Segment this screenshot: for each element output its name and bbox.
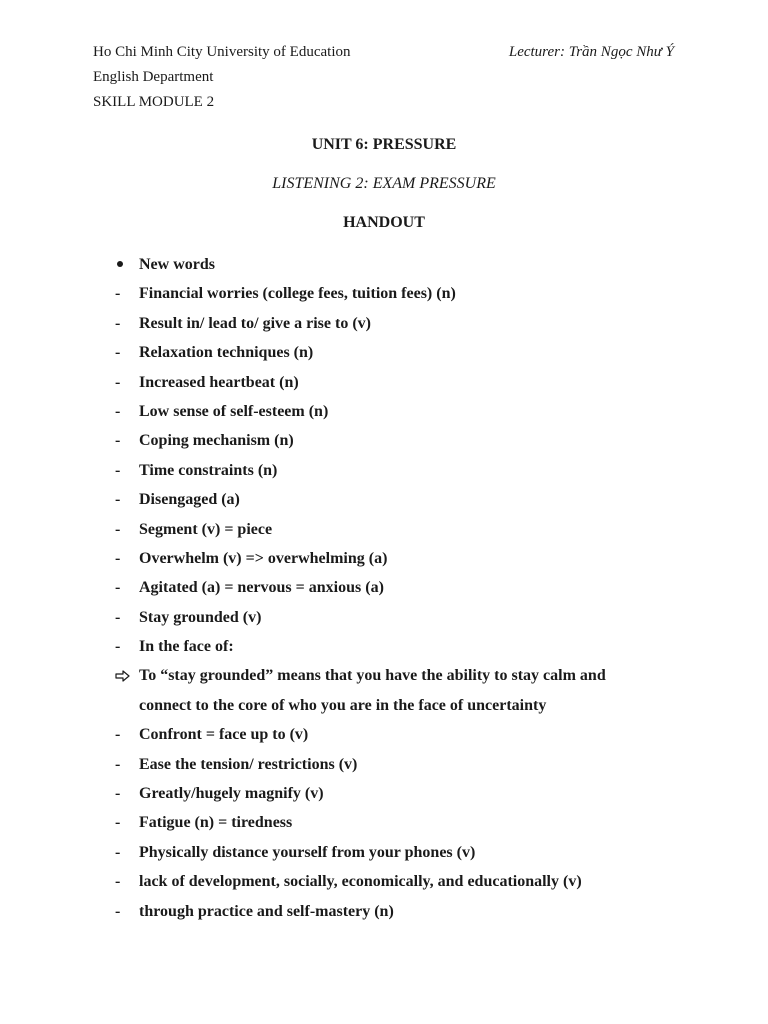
- dash-marker: -: [115, 461, 121, 479]
- vocab-term: through practice and self-mastery (n): [139, 902, 394, 920]
- list-item: [115, 279, 715, 308]
- vocab-term: In the face of:: [139, 638, 234, 656]
- vocab-term: Ease the tension/ restrictions (v): [139, 755, 358, 773]
- list-item: [115, 456, 715, 485]
- list-item: [115, 603, 715, 632]
- list-item: [115, 750, 715, 779]
- dash-marker: -: [115, 902, 121, 920]
- dash-marker: -: [115, 755, 121, 773]
- list-item: [115, 808, 715, 837]
- dash-marker: -: [115, 608, 121, 626]
- list-item: [115, 838, 715, 867]
- note-row-continued: [115, 691, 715, 720]
- unit-title: UNIT 6: PRESSURE: [311, 136, 457, 153]
- note-line-1: To “stay grounded” means that you have the ability to stay calm and: [139, 667, 606, 685]
- list-item: [115, 515, 715, 544]
- arrow-right-icon-svg: [115, 670, 131, 682]
- list-item: [115, 897, 715, 926]
- note-line-2: connect to the core of who you are in the face of uncertainty: [139, 696, 547, 714]
- list-item: [115, 573, 715, 602]
- vocab-term: Overwhelm (v) => overwhelming (a): [139, 549, 388, 567]
- vocab-term: Increased heartbeat (n): [139, 373, 299, 391]
- vocab-term: Greatly/hugely magnify (v): [139, 785, 324, 803]
- dash-marker: -: [115, 344, 121, 362]
- dash-marker: -: [115, 491, 121, 509]
- list-item: [115, 338, 715, 367]
- list-item: [115, 368, 715, 397]
- dash-marker: -: [115, 402, 121, 420]
- vocab-term: Financial worries (college fees, tuition fees) (n): [139, 285, 456, 303]
- vocab-term: Physically distance yourself from your phones (v): [139, 843, 476, 861]
- lecturer-name: Lecturer: Trần Ngọc Như Ý: [508, 44, 674, 60]
- vocab-term: Time constraints (n): [139, 461, 278, 479]
- vocab-term: Relaxation techniques (n): [139, 344, 314, 362]
- university-name: Ho Chi Minh City University of Education: [93, 44, 351, 60]
- dash-marker: -: [115, 432, 121, 450]
- list-item: [115, 309, 715, 338]
- vocab-term: Coping mechanism (n): [139, 432, 294, 450]
- dash-marker: -: [115, 314, 121, 332]
- list-item: [115, 779, 715, 808]
- vocab-term: lack of development, socially, economically, and educationally (v): [139, 873, 582, 891]
- dash-marker: -: [115, 520, 121, 538]
- vocab-term: Fatigue (n) = tiredness: [139, 814, 293, 832]
- dash-marker: -: [115, 285, 121, 303]
- listening-title: LISTENING 2: EXAM PRESSURE: [272, 175, 496, 192]
- vocab-term: Agitated (a) = nervous = anxious (a): [139, 579, 384, 597]
- list-item: [115, 632, 715, 661]
- vocab-term: Stay grounded (v): [139, 608, 262, 626]
- dash-marker: -: [115, 373, 121, 391]
- note-row: [115, 661, 715, 690]
- list-item: [115, 867, 715, 896]
- vocab-term: Confront = face up to (v): [139, 726, 309, 744]
- dash-marker: -: [115, 549, 121, 567]
- dash-marker: -: [115, 638, 121, 656]
- department-name: English Department: [93, 69, 214, 85]
- vocab-term: Segment (v) = piece: [139, 520, 273, 538]
- vocab-term: Low sense of self-esteem (n): [139, 402, 329, 420]
- dash-marker: -: [115, 843, 121, 861]
- vocab-term: Result in/ lead to/ give a rise to (v): [139, 314, 371, 332]
- dash-marker: -: [115, 726, 121, 744]
- list-item: [115, 720, 715, 749]
- dash-marker: -: [115, 785, 121, 803]
- vocab-term: Disengaged (a): [139, 491, 240, 509]
- vocabulary-list: [115, 250, 715, 926]
- list-item: [115, 426, 715, 455]
- dash-marker: -: [115, 579, 121, 597]
- section-heading-row: [115, 250, 715, 279]
- list-item: [115, 544, 715, 573]
- handout-title: HANDOUT: [343, 214, 425, 231]
- list-item: [115, 485, 715, 514]
- dash-marker: -: [115, 814, 121, 832]
- list-item: [115, 397, 715, 426]
- dash-marker: -: [115, 873, 121, 891]
- module-name: SKILL MODULE 2: [93, 94, 215, 110]
- bullet-icon: [115, 250, 137, 279]
- section-heading: New words: [139, 256, 215, 273]
